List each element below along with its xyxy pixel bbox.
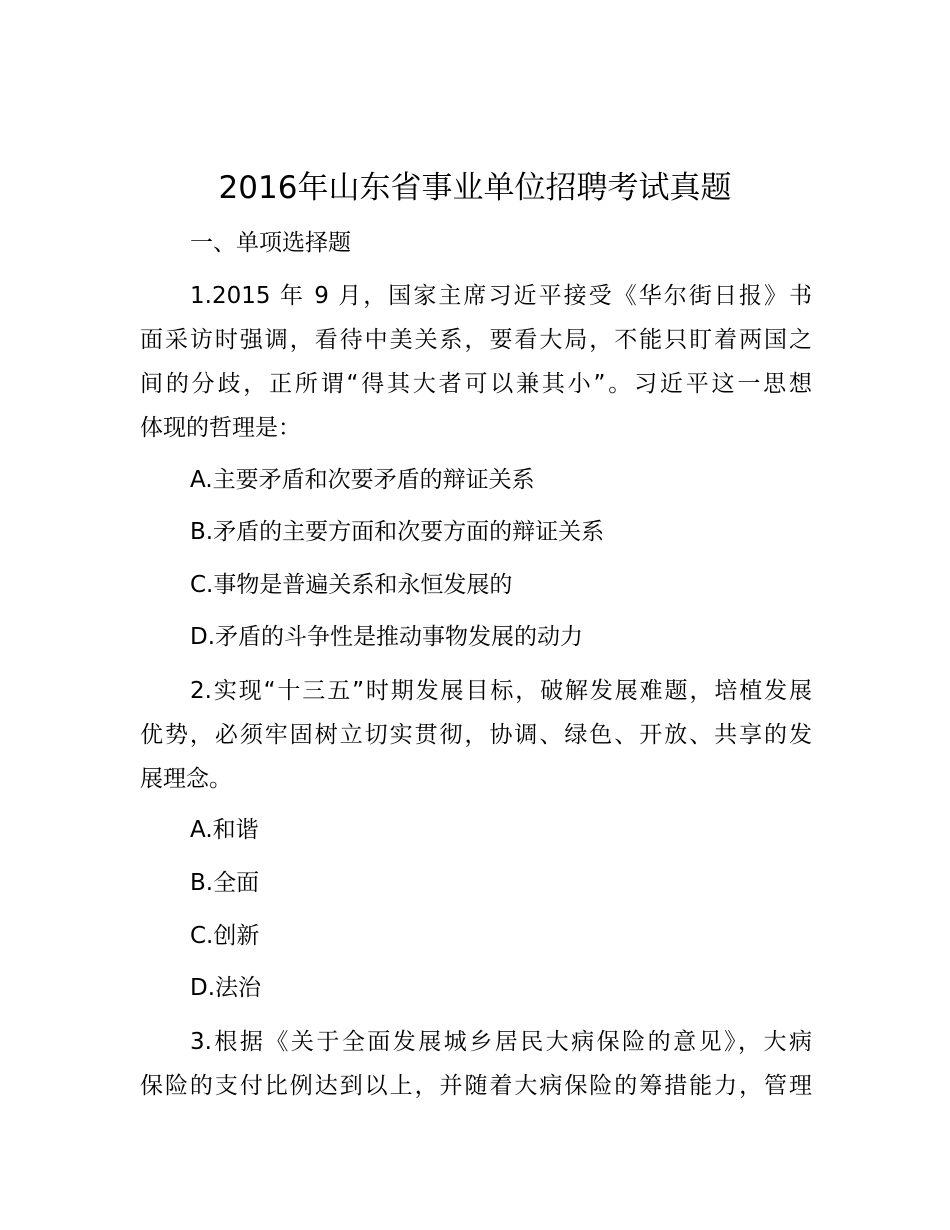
question-line: 体现的哲理是： bbox=[140, 415, 301, 441]
question-line: 保险的支付比例达到以上，并随着大病保险的筹措能力，管理 bbox=[140, 1073, 812, 1099]
question-2-option-d: D.法治 bbox=[190, 975, 262, 1001]
question-line: 面采访时强调，看待中美关系，要看大局，不能只盯着两国之 bbox=[140, 327, 812, 353]
question-2-stem bbox=[140, 669, 812, 801]
section-heading: 一、单项选择题 bbox=[190, 230, 351, 256]
question-1-stem bbox=[140, 274, 812, 450]
question-line: 优势，必须牢固树立切实贯彻，协调、绿色、开放、共享的发 bbox=[140, 722, 812, 748]
question-2-option-c: C.创新 bbox=[190, 923, 260, 949]
question-2-option-a: A.和谐 bbox=[190, 817, 259, 843]
page-title: 2016年山东省事业单位招聘考试真题 bbox=[218, 170, 732, 206]
question-line: 3.根据《关于全面发展城乡居民大病保险的意见》，大病 bbox=[190, 1029, 812, 1055]
question-2-option-b: B.全面 bbox=[190, 870, 260, 896]
question-1-option-b: B.矛盾的主要方面和次要方面的辩证关系 bbox=[190, 519, 605, 545]
question-3-stem bbox=[140, 1020, 812, 1108]
question-line: 间的分歧，正所谓“得其大者可以兼其小”。习近平这一思想 bbox=[140, 371, 812, 397]
question-line: 2.实现“十三五”时期发展目标，破解发展难题，培植发展 bbox=[190, 678, 812, 704]
question-1-option-d: D.矛盾的斗争性是推动事物发展的动力 bbox=[190, 624, 584, 650]
question-line: 展理念。 bbox=[140, 766, 232, 792]
question-1-option-a: A.主要矛盾和次要矛盾的辩证关系 bbox=[190, 467, 535, 493]
question-1-option-c: C.事物是普遍关系和永恒发展的 bbox=[190, 572, 513, 598]
question-line: 1.2015 年 9 月，国家主席习近平接受《华尔街日报》书 bbox=[190, 283, 812, 309]
